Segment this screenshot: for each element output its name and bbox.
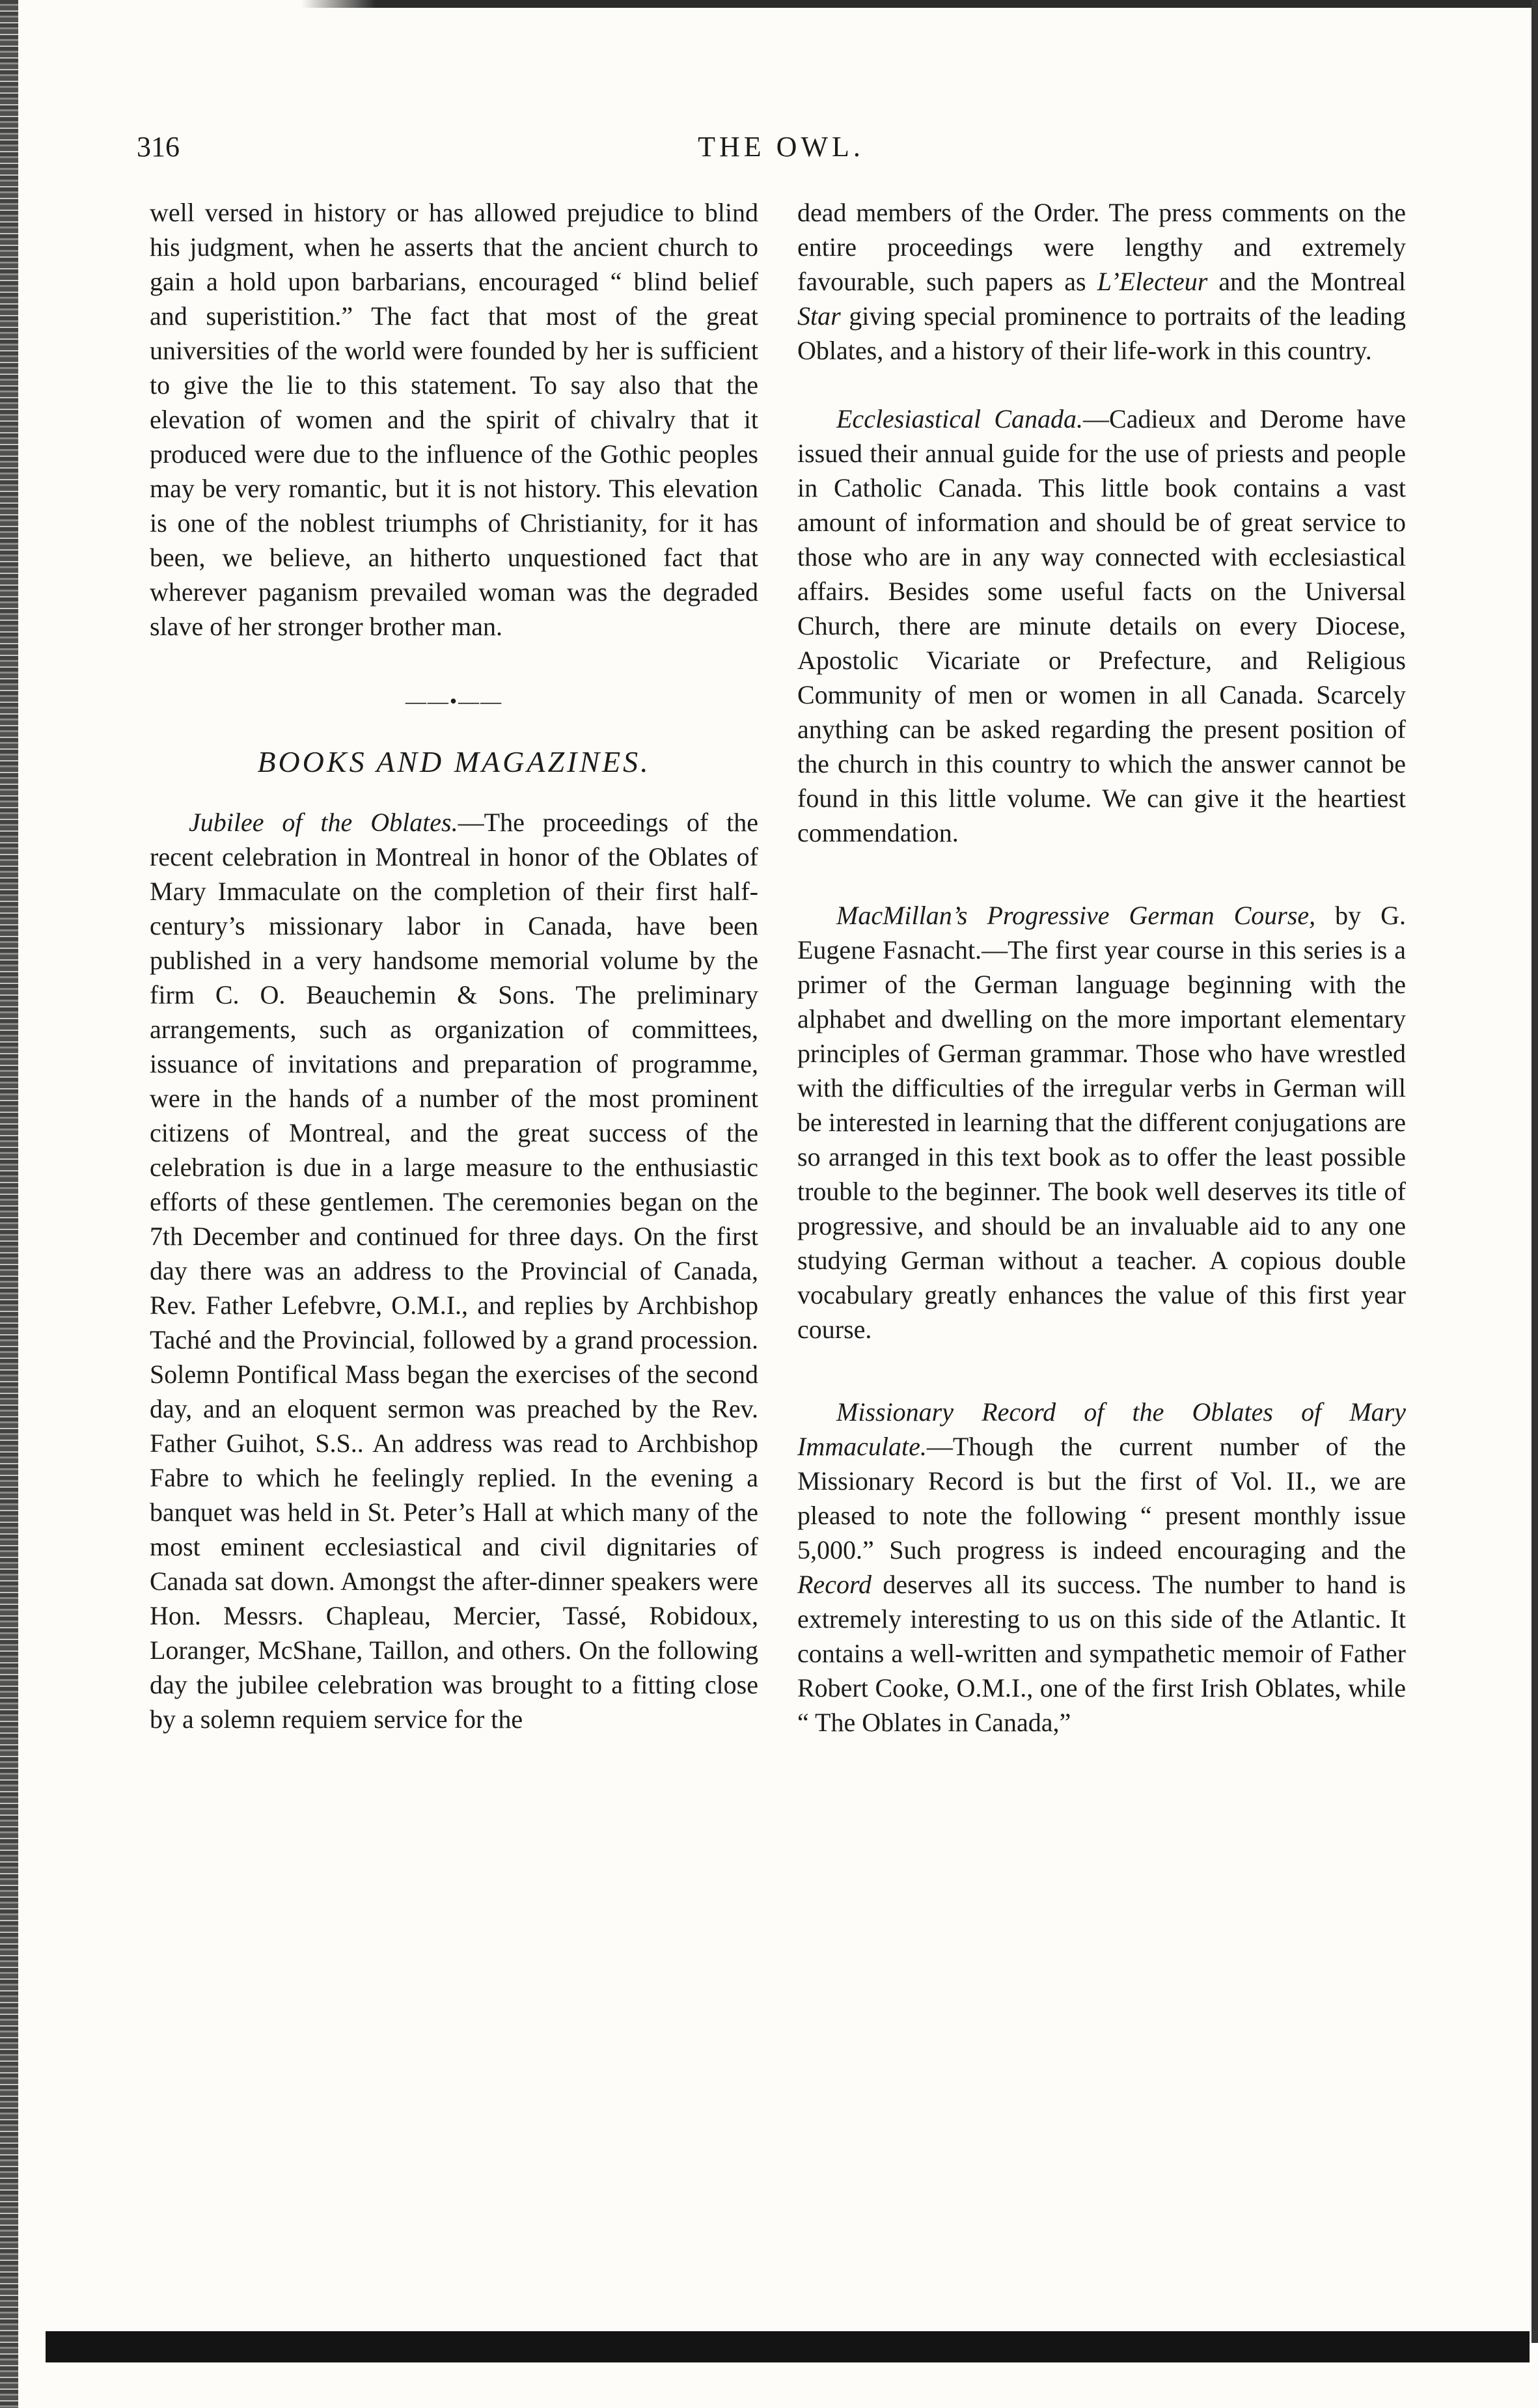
section-title: BOOKS AND MAGAZINES.	[257, 745, 651, 778]
running-title: THE OWL.	[698, 131, 864, 163]
right-column	[797, 195, 1406, 1740]
text-run: dead members of the Order. The press comments on the entire proceedings were lengthy and extremely favourable, such papers as	[797, 198, 1406, 296]
publication-title: Record	[797, 1570, 872, 1599]
page-number: 316	[137, 131, 180, 163]
newspaper-title: L’Electeur	[1097, 267, 1208, 296]
review-title: Missionary Record of the Oblates of Mary Immaculate.	[797, 1397, 1406, 1461]
continued-paragraph	[797, 195, 1406, 368]
scan-margin-top	[301, 0, 1538, 8]
scan-margin-bottom	[46, 2331, 1530, 2362]
review-body: —The proceedings of the recent celebration in Montreal in honor of the Oblates of Mary Immaculate on the completion of their first half-century’s missionary labor in Canada, have been published in a very handsome memorial volume by the firm C. O. Beauchemin & Sons. The preliminary arrangements, such as organization of committees, issuance of invitations and preparation of programme, were in the hands of a number of the most prominent citizens of Montreal, and the great success of the celebration is due in a large measure to the enthusiastic efforts of these gentlemen. The ceremonies began on the 7th December and continued for three days. On the first day there was an address to the Provincial of Canada, Rev. Father Lefebvre, O.M.I., and replies by Archbishop Taché and the Provincial, followed by a grand procession. Solemn Pontifical Mass began the exercises of the second day, and an eloquent sermon was preached by the Rev. Father Guihot, S.S.. An address was read to Archbishop Fabre to which he feelingly replied. In the evening a banquet was held in St. Peter’s Hall at which many of the most eminent ecclesiastical and civil dignitaries of Canada sat down. Amongst the after-dinner speakers were Hon. Messrs. Chapleau, Mercier, Tassé, Robidoux, Loranger, McShane, Taillon, and others. On the following day the jubilee celebration was brought to a fitting close by a solemn requiem service for the	[150, 808, 759, 1734]
review-body: —Though the current number of the Missionary Record is but the first of Vol. II., we are pleased to note the following “ present monthly issue 5,000.” Such progress is indeed encouraging and the	[797, 1432, 1406, 1565]
review-title: Ecclesiastical Canada.	[836, 404, 1084, 433]
scan-margin-right	[1531, 0, 1538, 2343]
section-divider-ornament: ——•——	[405, 689, 503, 713]
spacer	[797, 850, 1406, 898]
review-german-course	[797, 898, 1406, 1347]
review-missionary-record	[797, 1395, 1406, 1740]
page-header	[137, 130, 1425, 176]
review-title: Jubilee of the Oblates.	[189, 808, 458, 837]
text-run: giving special prominence to portraits of the leading Oblates, and a history of their life-work in this country.	[797, 301, 1406, 365]
review-body: —Cadieux and Derome have issued their annual guide for the use of priests and people in Catholic Canada. This little book contains a vast amount of information and should be of great service to those who are in any way connected with ecclesiastical affairs. Besides some useful facts on the Universal Church, there are minute details on every Diocese, Apostolic Vicariate or Prefecture, and Religious Community of men or women in all Canada. Scarcely anything can be asked regarding the present position of the church in this country to which the answer cannot be found in this little volume. We can give it the heartiest commendation.	[797, 404, 1407, 847]
review-body: by G. Eugene Fasnacht.—The first year course in this series is a primer of the German language beginning with the alphabet and dwelling on the more important elementary principles of German grammar. Those who have wrestled with the difficulties of the irregular verbs in German will be interested in learning that the different conjugations are so arranged in this text book as to offer the least possible trouble to the beginner. The book well deserves its title of progressive, and should be an invaluable aid to any one studying German without a teacher. A copious double vocabulary greatly enhances the value of this first year course.	[797, 901, 1406, 1344]
scan-margin-left	[0, 0, 18, 2408]
review-jubilee	[150, 805, 758, 1736]
continued-paragraph: well versed in history or has allowed prejudice to blind his judgment, when he asserts that the ancient church to gain a hold upon barbarians, encouraged “ blind belief and superistition.” The fact that most of the great universities of the world were founded by her is sufficient to give the lie to this statement. To say also that the elevation of women and the spirit of chivalry that it produced were due to the influence of the Gothic peoples may be very romantic, but it is not history. This elevation is one of the noblest triumphs of Christianity, for it has been, we believe, an hitherto unquestioned fact that wherever paganism prevailed woman was the degraded slave of her stronger brother man.	[150, 198, 758, 641]
review-title: MacMillan’s Progressive German Course,	[836, 901, 1316, 930]
review-body: deserves all its success. The number to hand is extremely interesting to us on this side of the Atlantic. It contains a well-written and sympathetic memoir of Father Robert Cooke, O.M.I., one of the first Irish Oblates, while “ The Oblates in Canada,”	[797, 1570, 1406, 1737]
review-ecclesiastical	[797, 402, 1406, 850]
spacer	[797, 1347, 1406, 1395]
left-column	[150, 195, 758, 1736]
text-run: and the Montreal	[1207, 267, 1406, 296]
spacer	[797, 368, 1406, 402]
newspaper-title: Star	[797, 301, 841, 331]
